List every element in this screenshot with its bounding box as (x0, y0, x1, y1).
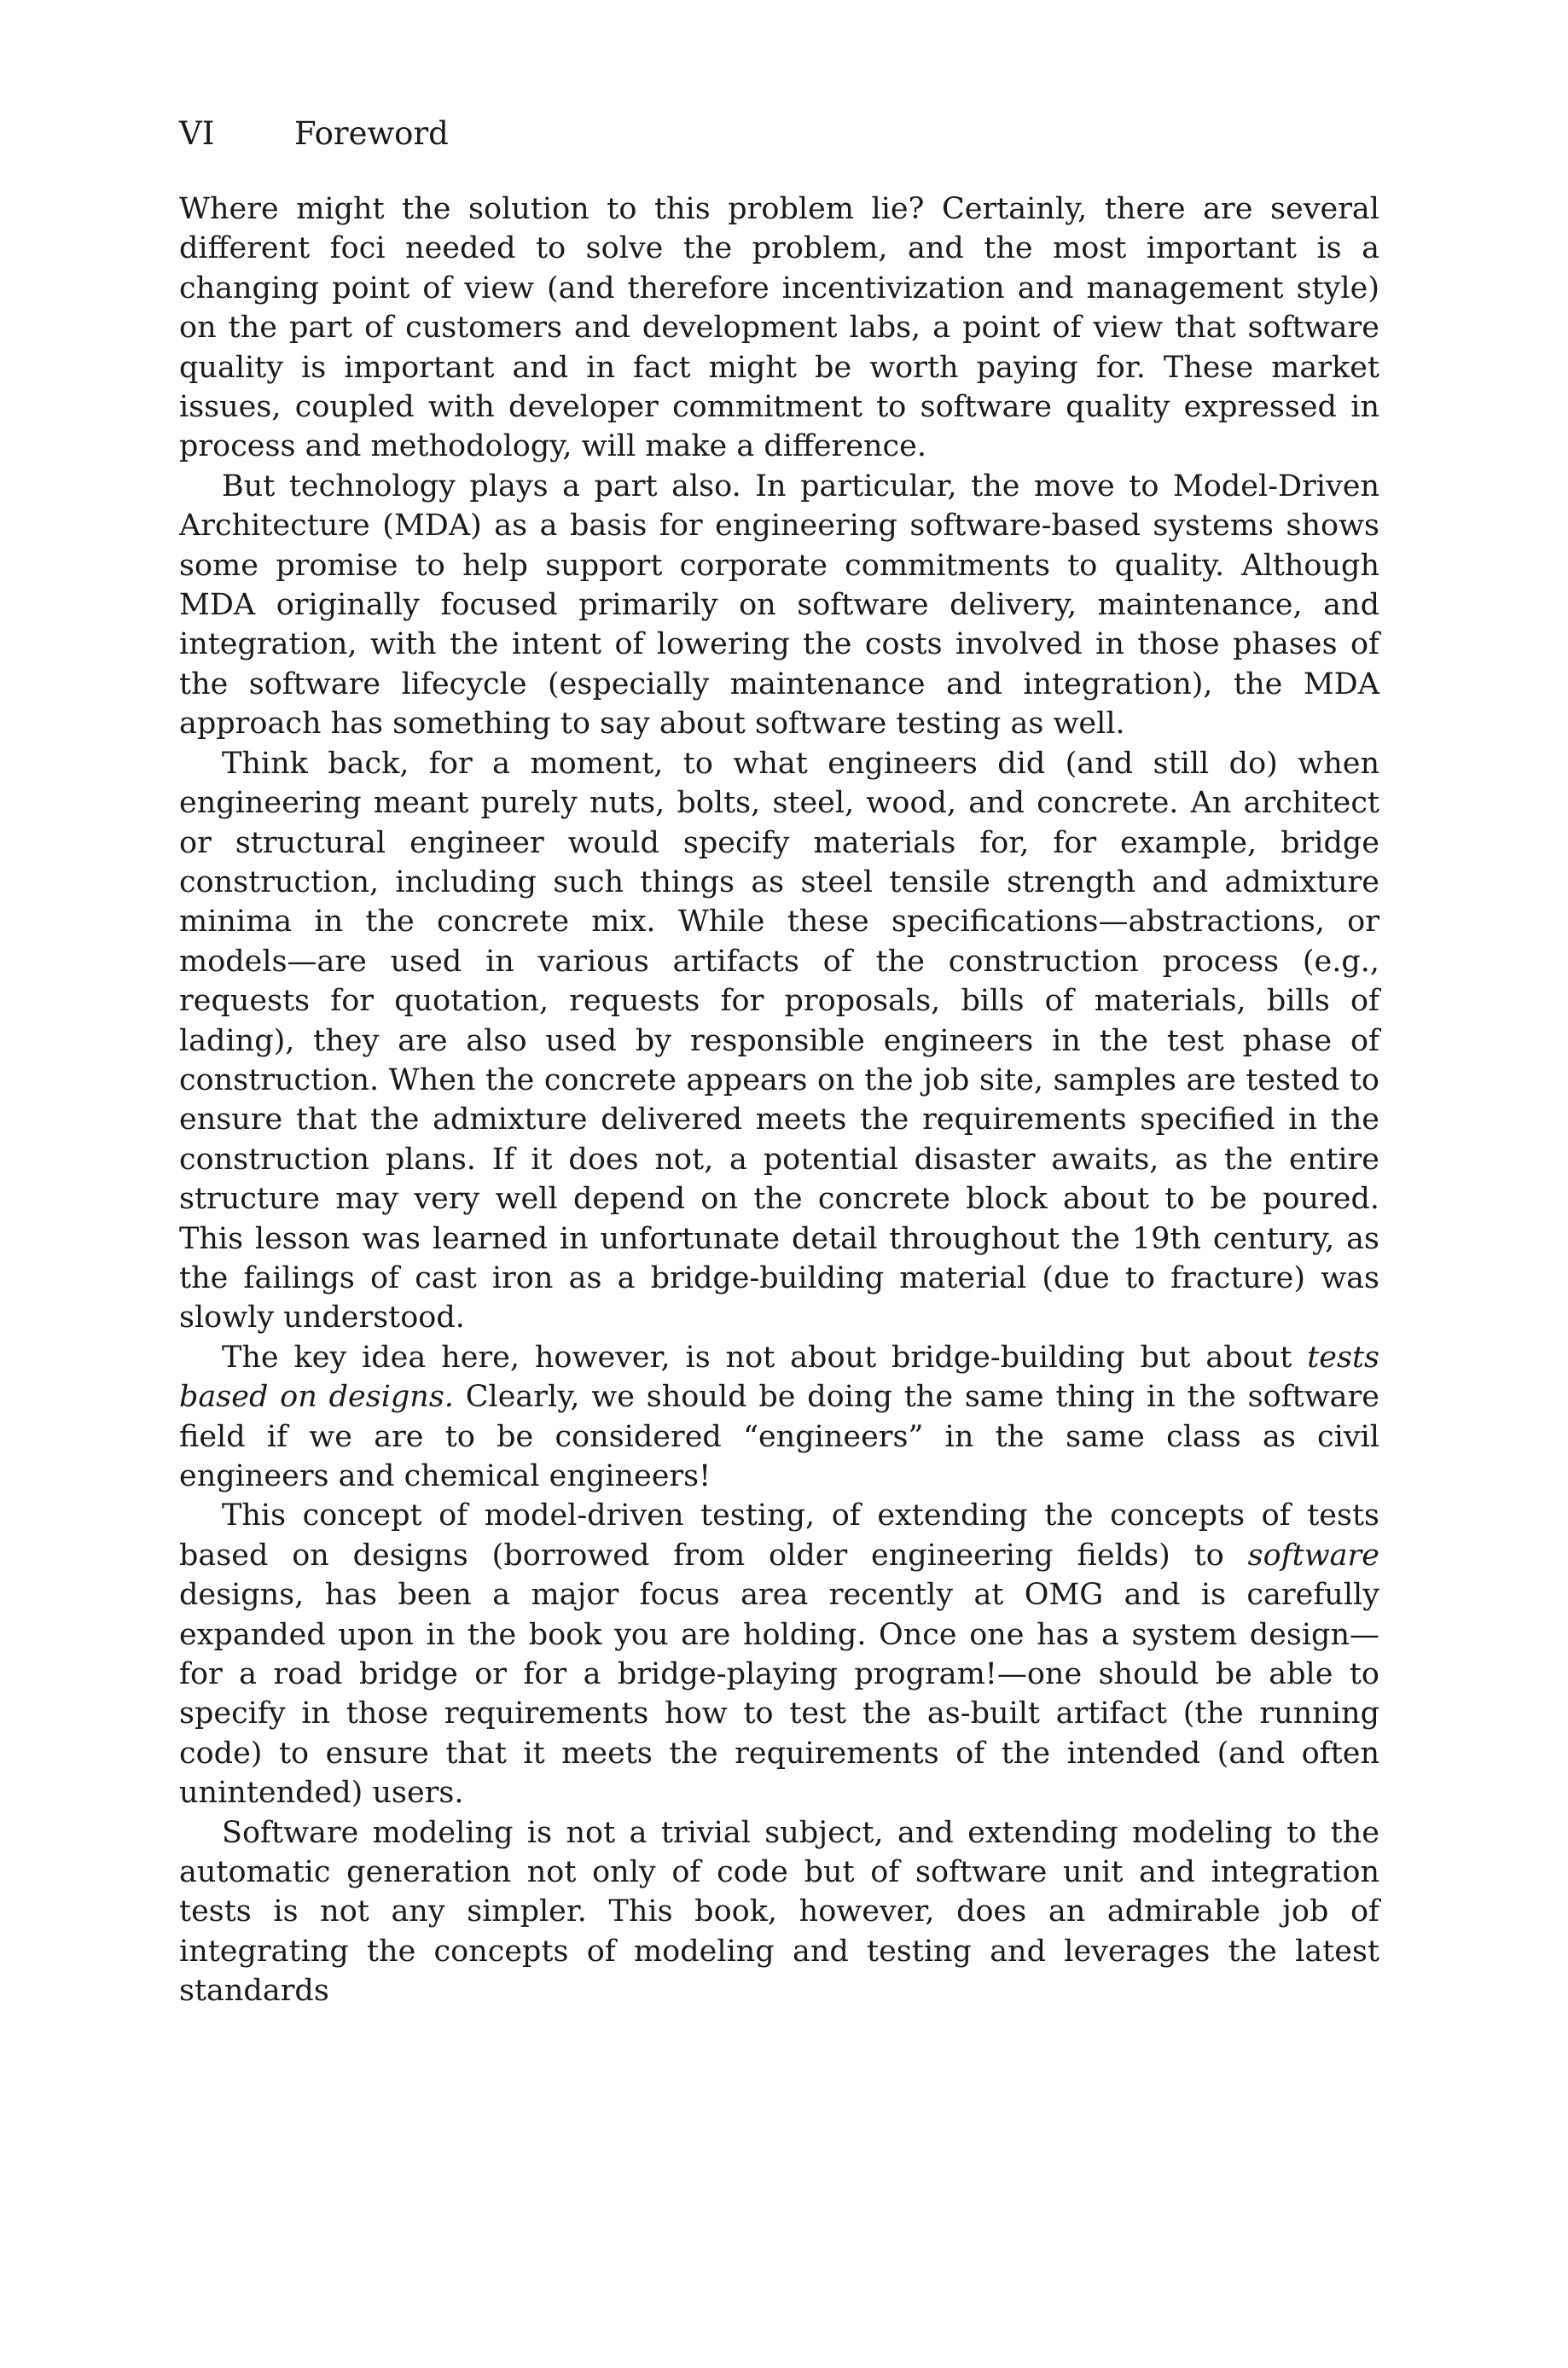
body-text (179, 189, 1379, 2011)
emphasis-software: software (1247, 1538, 1379, 1573)
paragraph-key-idea-rest: Clearly, we should be doing the same thing in the software field if we are to be considered “engineers” in the same class as civil engineers and chemical engineers! (179, 1380, 1379, 1493)
running-title: Foreword (294, 115, 449, 152)
paragraph-solution: Where might the solution to this problem lie? Certainly, there are several different foci needed to solve the problem, and the most important is a changing point of view (and therefore incentivization and management style) on the part of customers and development labs, a point of view that software quality is important and in fact might be worth paying for. These market issues, coupled with developer commitment to software quality expressed in process and methodology, will make a difference. (179, 192, 1379, 464)
running-head (179, 113, 1373, 155)
page-number: VI (179, 115, 215, 152)
paragraph-model-driven-testing-rest: designs, has been a major focus area recently at OMG and is carefully expanded upon in the book you are holding. Once one has a system design—for a road bridge or for a bridge-playing program!—one should be able to specify in those requirements how to test the as-built artifact (the running code) to ensure that it meets the requirements of the intended (and often unintended) users. (179, 1578, 1379, 1811)
paragraph-key-idea (179, 1338, 1379, 1497)
paragraph-engineering-history: Think back, for a moment, to what engineers did (and still do) when engineering meant purely nuts, bolts, steel, wood, and concrete. An architect or structural engineer would specify materials for, for example, bridge construction, including such things as steel tensile strength and admixture minima in the concrete mix. While these specifications—abstractions, or models—are used in various artifacts of the construction process (e.g., requests for quotation, requests for proposals, bills of materials, bills of lading), they are also used by responsible engineers in the test phase of construction. When the concrete appears on the job site, samples are tested to ensure that the admixture delivered meets the requirements specified in the construction plans. If it does not, a potential disaster awaits, as the entire structure may very well depend on the concrete block about to be poured. This lesson was learned in unfortunate detail throughout the 19th century, as the failings of cast iron as a bridge-building material (due to fracture) was slowly understood. (179, 746, 1379, 1335)
paragraph-model-driven-testing-lead: This concept of model-driven testing, of extending the concepts of tests based on designs (borrowed from older engineering fields) to (179, 1498, 1379, 1573)
paragraph-software-modeling: Software modeling is not a trivial subject, and extending modeling to the automatic generation not only of code but of software unit and integration tests is not any simpler. This book, however, does an admirable job of integrating the concepts of modeling and testing and leverages the latest standards (179, 1815, 1379, 2009)
emphasis-tests-based-on-designs: tests based on designs. (179, 1340, 1379, 1415)
paragraph-model-driven-testing (179, 1496, 1379, 1812)
paragraph-technology: But technology plays a part also. In particular, the move to Model-Driven Architecture (MDA) as a basis for engineering software-based systems shows some promise to help support corporate commitments to quality. Although MDA originally focused primarily on software delivery, maintenance, and integration, with the intent of lowering the costs involved in those phases of the software lifecycle (especially maintenance and integration), the MDA approach has something to say about software testing as well. (179, 468, 1379, 742)
paragraph-key-idea-lead: The key idea here, however, is not about bridge-building but about (222, 1340, 1308, 1375)
